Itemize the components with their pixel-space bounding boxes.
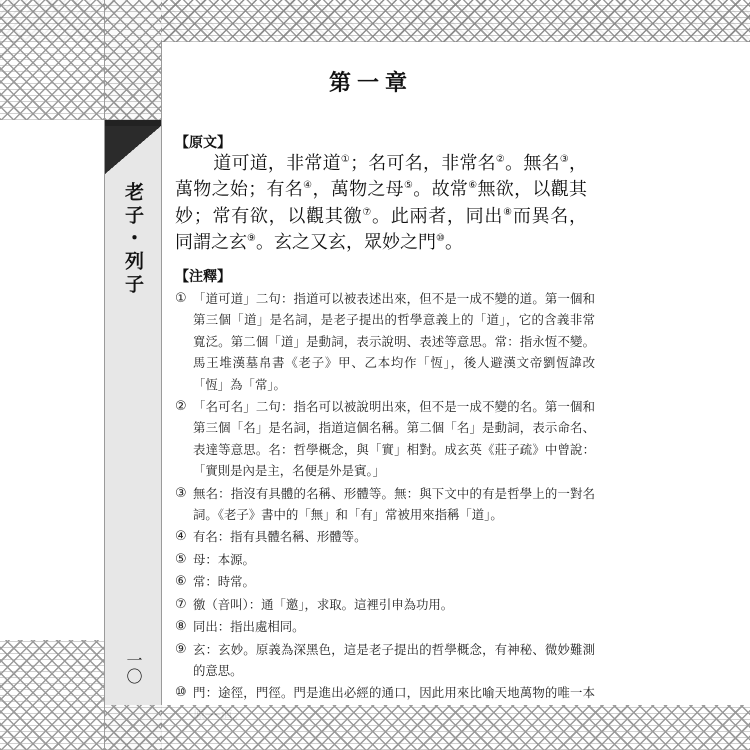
- note-reference: ①: [340, 154, 351, 165]
- note-text: 無名：指沒有具體的名稱、形體等。無：與下文中的有是哲學上的一對名詞。《老子》書中的「無」和「有」常被用來指稱「道」。: [193, 485, 595, 523]
- book-title: 老子・列子: [122, 182, 144, 297]
- note-number: ⑩: [175, 685, 187, 701]
- left-top-lattice-border: [0, 0, 104, 120]
- note-number: ③: [175, 485, 187, 501]
- note-text: 「名可名」二句：指名可以被說明出來，但不是一成不變的名。第一個和第三個「名」是名詞，指道這個名稱。第二個「名」是動詞，表示命名、表達等意思。名：哲學概念，與「實」相對。成玄英《莊子疏》中曾說：「實則是內是主，名便是外是賓。」: [193, 399, 595, 479]
- page-bottom-lattice: [161, 705, 750, 750]
- note-item: [175, 396, 595, 482]
- note-reference: ⑨: [247, 232, 256, 244]
- note-item: [175, 616, 595, 637]
- original-segment: 。: [444, 231, 463, 253]
- left-bottom-lattice-border: [0, 640, 104, 750]
- note-number: ①: [175, 291, 187, 306]
- note-item: [175, 639, 595, 682]
- original-segment: 。玄之又玄，眾妙之門: [255, 231, 436, 253]
- original-segment: 無欲，以觀其妙；常有欲，以觀其徼: [175, 179, 588, 227]
- side-top-lattice: [105, 0, 161, 120]
- note-item: [175, 288, 595, 395]
- note-reference: ④: [303, 180, 313, 192]
- note-text: 同出：指出處相同。: [193, 619, 305, 635]
- page-body: [161, 0, 750, 750]
- original-segment: ，萬物之始；有名: [175, 153, 588, 201]
- note-text: 玄：玄妙。原義為深黑色，這是老子提出的哲學概念，有神秘、微妙難測的意思。: [193, 641, 595, 678]
- note-item: [175, 526, 595, 547]
- note-number: ⑤: [175, 551, 187, 567]
- note-item: [175, 571, 595, 592]
- note-reference: ③: [559, 154, 570, 165]
- original-segment: 而異名，同謂之玄: [175, 205, 588, 253]
- side-black-wedge: [105, 126, 161, 174]
- note-number: ④: [175, 529, 187, 545]
- note-number: ②: [175, 399, 187, 415]
- original-text: [175, 151, 587, 256]
- note-text: 徼（音叫）：通「邀」，求取。這裡引申為功用。: [193, 596, 454, 612]
- note-reference: ⑥: [468, 180, 478, 192]
- original-segment: 。故常: [413, 179, 469, 201]
- page-number: 一〇: [124, 652, 143, 684]
- original-segment: ，萬物之母: [312, 179, 404, 201]
- note-item: [175, 594, 595, 615]
- original-segment: 道可道，非常道: [213, 153, 341, 174]
- note-number: ⑧: [175, 619, 187, 635]
- note-reference: ②: [495, 154, 506, 165]
- note-reference: ⑤: [404, 180, 414, 192]
- note-text: 門：途徑，門徑。門是進出必經的通口，因此用來比喻天地萬物的唯一本: [193, 685, 595, 701]
- note-text: 常：時常。: [193, 574, 255, 590]
- note-number: ⑦: [175, 596, 187, 612]
- original-segment: 。無名: [505, 153, 560, 174]
- original-text-heading: 【原文】: [175, 135, 231, 151]
- notes-heading: 【注釋】: [175, 269, 231, 285]
- note-item: [175, 483, 595, 526]
- note-text: 母：本源。: [193, 551, 255, 567]
- side-bottom-lattice: [105, 705, 161, 750]
- chapter-title: 第一章: [328, 70, 413, 96]
- note-reference: ⑩: [435, 232, 445, 244]
- note-reference: ⑦: [362, 206, 373, 218]
- note-number: ⑥: [175, 574, 187, 590]
- note-text: 「道可道」二句：指道可以被表述出來，但不是一成不變的道。第一個和第三個「道」是名詞，是老子提出的哲學意義上的「道」，它的含義非常寬泛。第二個「道」是動詞，表示說明、表述等意思。常：指永恆不變。馬王堆漢墓帛書《老子》甲、乙本均作「恆」，後人避漢文帝劉恆諱改「恆」為「常」。: [193, 291, 595, 392]
- note-text: 有名：指有具體名稱、形體等。: [193, 529, 367, 545]
- side-column: [104, 0, 162, 750]
- original-segment: ；名可名，非常名: [350, 153, 496, 174]
- notes-list: [175, 288, 595, 726]
- note-number: ⑨: [175, 641, 187, 657]
- page-top-lattice: [161, 0, 750, 42]
- note-item: [175, 549, 595, 570]
- note-reference: ⑧: [503, 206, 513, 218]
- original-segment: 。此兩者，同出: [372, 205, 504, 227]
